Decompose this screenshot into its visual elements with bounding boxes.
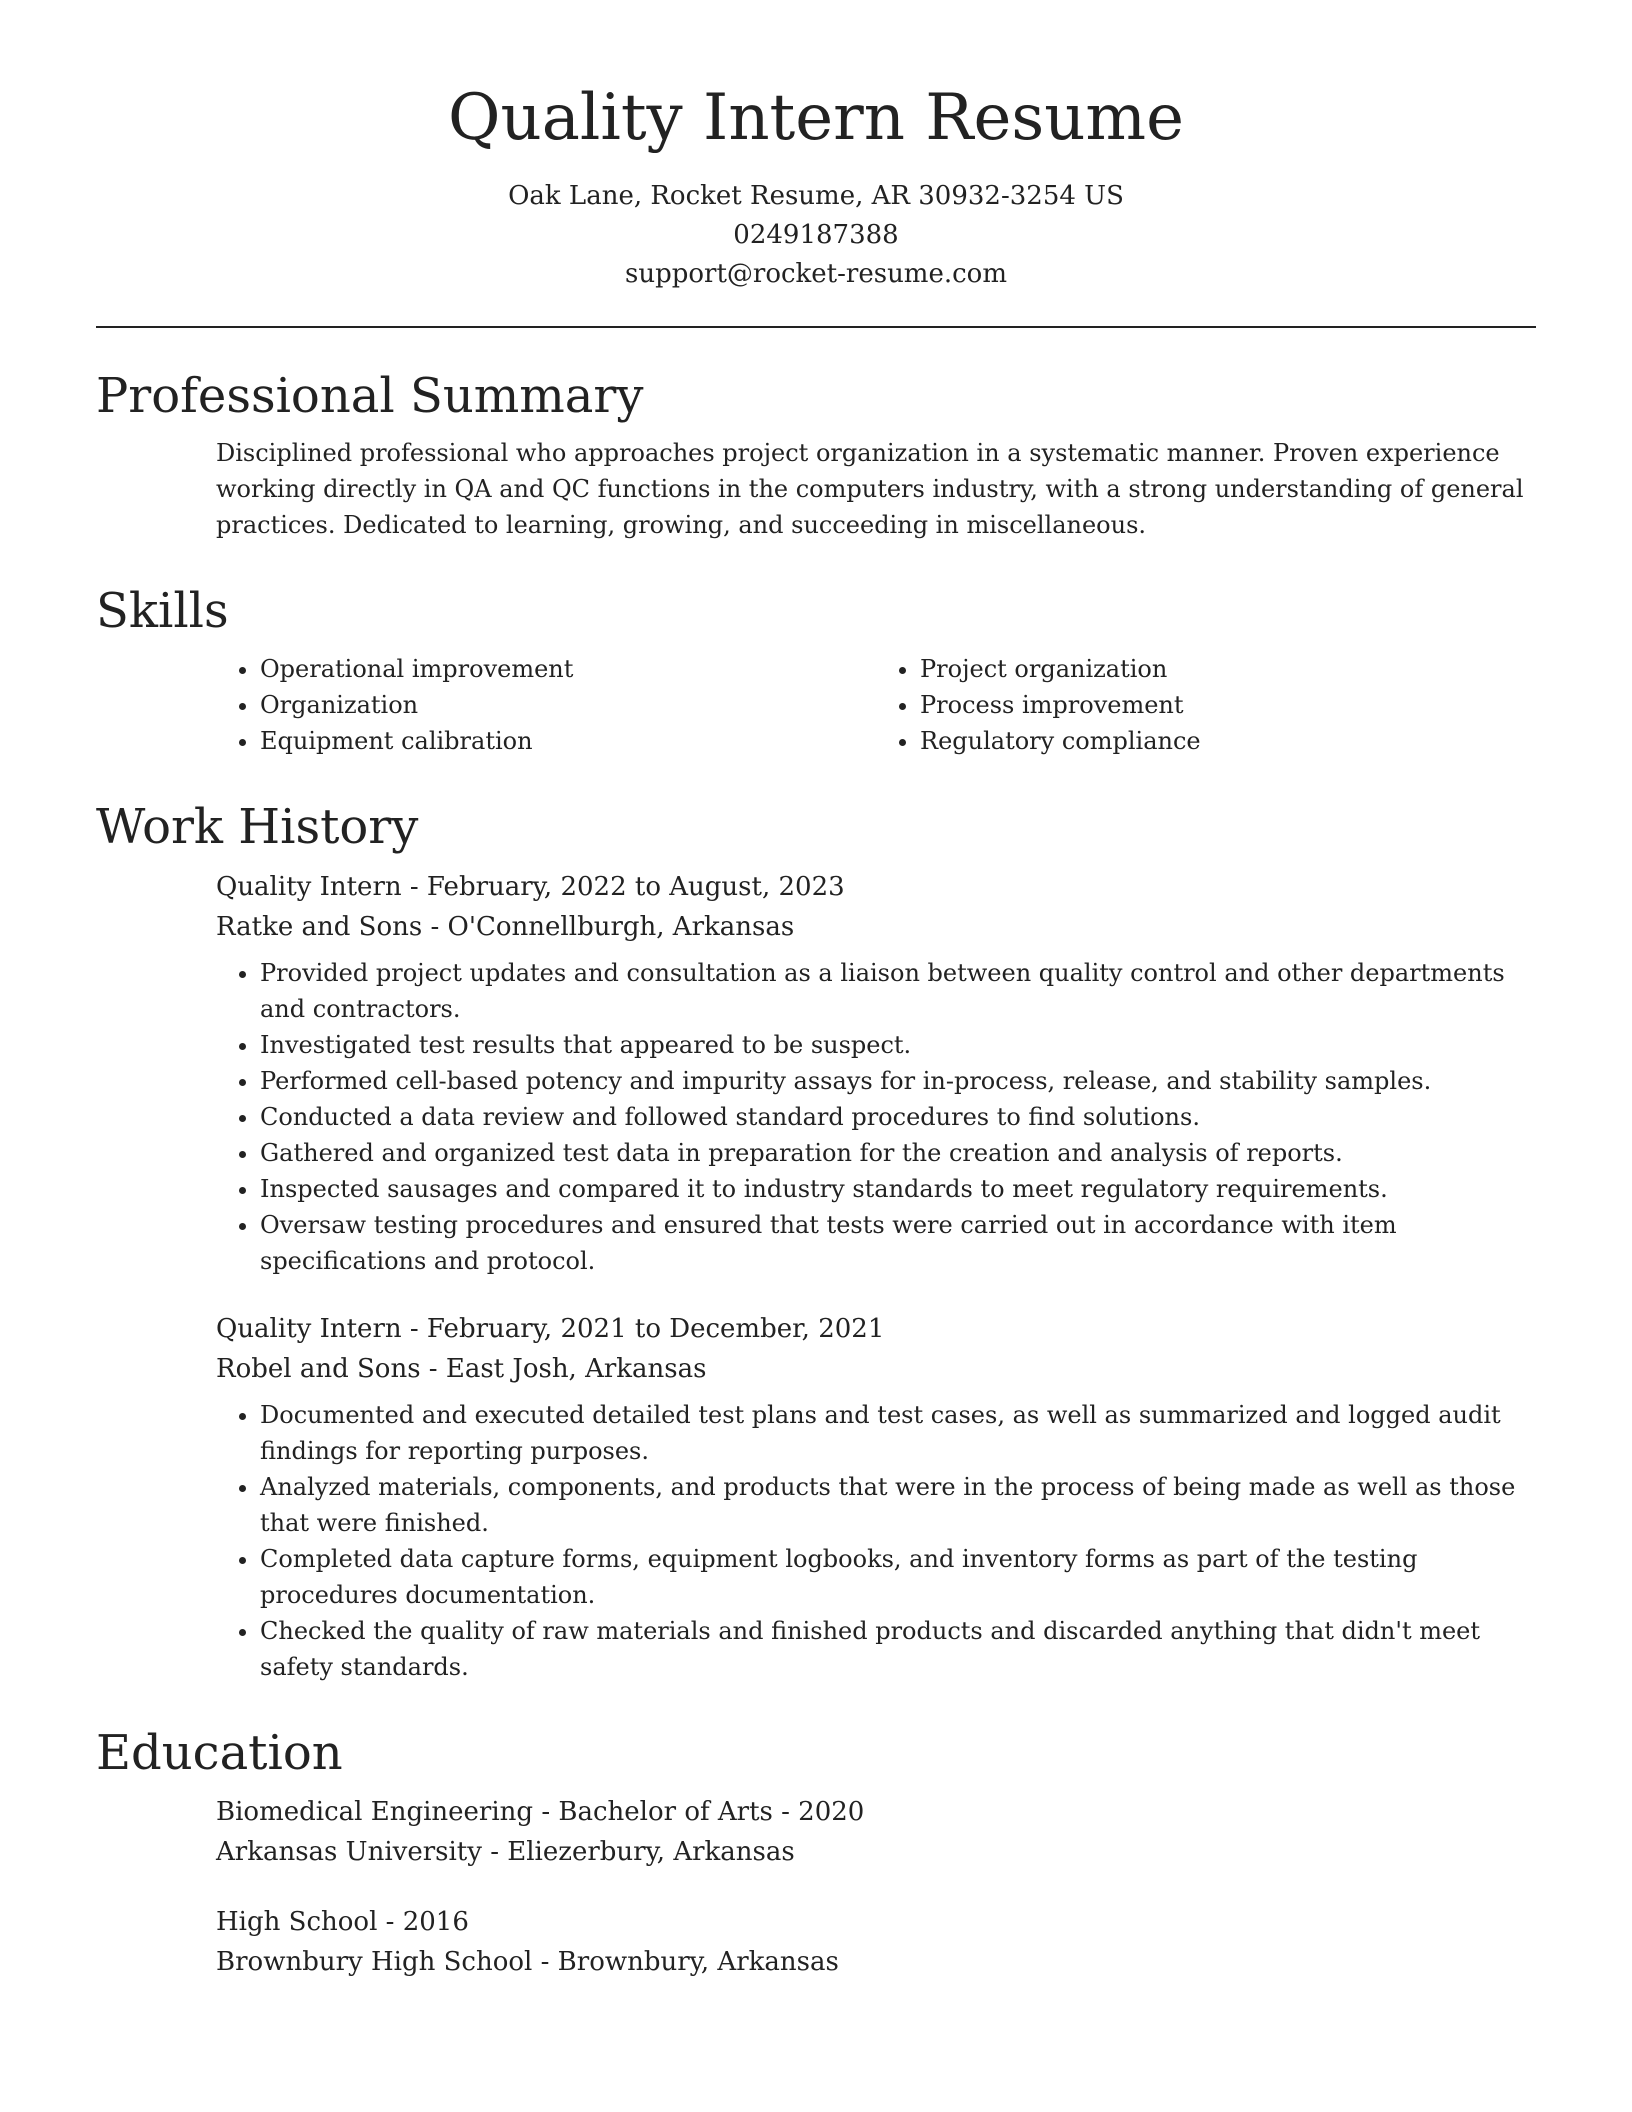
education-heading: Education <box>96 1724 343 1781</box>
job-duty: • Performed cell-based potency and impurity assays for in-process, release, and stability samples. <box>260 1063 1536 1099</box>
job-duty: • Documented and executed detailed test plans and test cases, as well as summarized and logged audit findings for reporting purposes. <box>260 1397 1536 1469</box>
education-section <box>96 1725 1536 1983</box>
phone: 0249187388 <box>733 219 899 250</box>
skills-section <box>96 583 1536 759</box>
education-degree: Biomedical Engineering - Bachelor of Arts - 2020 <box>216 1797 865 1828</box>
job-title: Quality Intern - February, 2021 to December, 2021 <box>216 1313 885 1344</box>
skills-list-right <box>876 651 1536 759</box>
work-history-heading: Work History <box>96 798 419 855</box>
job-duty: • Completed data capture forms, equipment logbooks, and inventory forms as part of the testing procedures documentation. <box>260 1541 1536 1613</box>
job-duty: • Checked the quality of raw materials and finished products and discarded anything that didn't meet safety standards. <box>260 1613 1536 1685</box>
education-school: Arkansas University - Eliezerbury, Arkansas <box>216 1837 795 1868</box>
job-duty: • Provided project updates and consultation as a liaison between quality control and other departments and contractors. <box>260 955 1536 1027</box>
job-duty: • Oversaw testing procedures and ensured that tests were carried out in accordance with item specifications and protocol. <box>260 1207 1536 1279</box>
skill-item: • Process improvement <box>920 687 1536 723</box>
skill-item: • Operational improvement <box>260 651 876 687</box>
job-company: Robel and Sons - East Josh, Arkansas <box>216 1353 707 1384</box>
skill-item: • Equipment calibration <box>260 723 876 759</box>
education-degree: High School - 2016 <box>216 1907 469 1938</box>
job-company: Ratke and Sons - O'Connellburgh, Arkansas <box>216 911 795 942</box>
skill-item: • Regulatory compliance <box>920 723 1536 759</box>
job-duty: • Investigated test results that appeared to be suspect. <box>260 1027 1536 1063</box>
job-entry <box>216 867 1536 1279</box>
job-duty: • Conducted a data review and followed standard procedures to find solutions. <box>260 1099 1536 1135</box>
job-duty: • Analyzed materials, components, and products that were in the process of being made as well as those that were finished. <box>260 1469 1536 1541</box>
summary-heading: Professional Summary <box>96 367 644 424</box>
education-school: Brownbury High School - Brownbury, Arkansas <box>216 1947 839 1978</box>
skills-heading: Skills <box>96 583 229 640</box>
contact-info <box>96 177 1536 294</box>
summary-text: Disciplined professional who approaches project organization in a systematic manner. Proven experience working directly in QA and QC functions in the computers industry, with a strong understanding of general practices. Dedicated to learning, growing, and succeeding in miscellaneous. <box>216 439 1524 540</box>
address: Oak Lane, Rocket Resume, AR 30932-3254 US <box>508 180 1124 211</box>
job-title: Quality Intern - February, 2022 to August, 2023 <box>216 871 845 902</box>
job-duties <box>216 1397 1536 1685</box>
job-duty: • Gathered and organized test data in preparation for the creation and analysis of reports. <box>260 1135 1536 1171</box>
education-entry <box>216 1902 1536 1982</box>
resume-title: Quality Intern Resume <box>448 81 1184 155</box>
job-duty: • Inspected sausages and compared it to industry standards to meet regulatory requirements. <box>260 1171 1536 1207</box>
job-entry <box>216 1309 1536 1685</box>
work-history-section <box>96 799 1536 1685</box>
education-entry <box>216 1792 1536 1872</box>
job-duties <box>216 955 1536 1279</box>
skill-item: • Project organization <box>920 651 1536 687</box>
resume-header <box>96 80 1536 294</box>
header-divider <box>96 326 1536 328</box>
email: support@rocket-resume.com <box>624 258 1007 289</box>
summary-section <box>96 368 1536 544</box>
skill-item: • Organization <box>260 687 876 723</box>
skills-list-left <box>216 651 876 759</box>
